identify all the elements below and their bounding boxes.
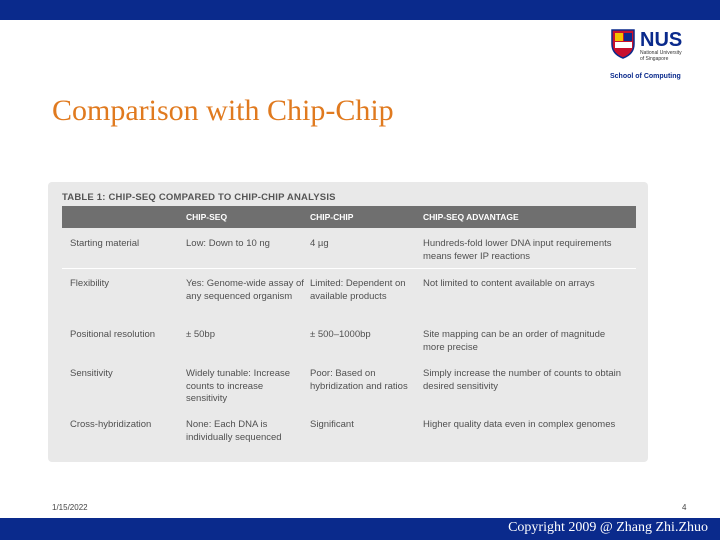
table-header-row xyxy=(62,206,636,228)
table-row-4-chip-chip: Significant xyxy=(310,419,354,430)
table-row-3-advantage: Simply increase the number of counts to obtain desired sensitivity xyxy=(423,368,622,392)
svg-text:National University: National University xyxy=(640,50,682,56)
header-advantage: CHIP-SEQ ADVANTAGE xyxy=(423,212,519,222)
copyright-text: Copyright 2009 @ Zhang Zhi.Zhuo xyxy=(508,520,708,535)
table-row-4-chip-seq: None: Each DNA is individually sequenced xyxy=(186,419,282,443)
svg-text:NUS: NUS xyxy=(640,29,683,51)
bottom-banner-bar xyxy=(0,518,720,540)
table-row-1-feature: Flexibility xyxy=(70,278,110,289)
header-chip-chip: CHIP-CHIP xyxy=(310,212,354,222)
table-row-2-advantage: Site mapping can be an order of magnitude more precise xyxy=(423,329,606,353)
table-caption: TABLE 1: CHIP-SEQ COMPARED TO CHIP-CHIP ANALYSIS xyxy=(62,192,336,203)
svg-text:School of Computing: School of Computing xyxy=(610,73,681,80)
table-row-1-chip-chip: Limited: Dependent on available products xyxy=(310,278,406,302)
table-row-0-feature: Starting material xyxy=(70,238,140,249)
slide-date: 1/15/2022 xyxy=(52,503,88,512)
header-chip-seq: CHIP-SEQ xyxy=(186,212,228,222)
row-divider xyxy=(62,268,636,269)
table-row-3-feature: Sensitivity xyxy=(70,368,113,379)
table-row-1-advantage: Not limited to content available on arrays xyxy=(423,278,595,289)
top-banner-bar xyxy=(0,0,720,20)
comparison-table xyxy=(48,182,648,462)
table-row-0-chip-seq: Low: Down to 10 ng xyxy=(186,238,270,249)
table-row-4-advantage: Higher quality data even in complex genomes xyxy=(423,419,616,430)
table-row-2-chip-chip: ± 500–1000bp xyxy=(310,329,371,340)
slide-title: Comparison with Chip-Chip xyxy=(52,94,394,127)
table-row-3-chip-seq: Widely tunable: Increase counts to increase sensitivity xyxy=(186,368,291,404)
table-row-0-chip-chip: 4 µg xyxy=(310,238,329,249)
table-row-4-feature: Cross-hybridization xyxy=(70,419,152,430)
page-number: 4 xyxy=(682,503,687,512)
table-row-0-advantage: Hundreds-fold lower DNA input requirements means fewer IP reactions xyxy=(423,238,612,262)
table-row-2-chip-seq: ± 50bp xyxy=(186,329,215,340)
nus-logo xyxy=(606,26,702,84)
svg-text:of Singapore: of Singapore xyxy=(640,56,669,62)
table-row-2-feature: Positional resolution xyxy=(70,329,156,340)
table-row-1-chip-seq: Yes: Genome-wide assay of any sequenced organism xyxy=(186,278,304,302)
table-row-3-chip-chip: Poor: Based on hybridization and ratios xyxy=(310,368,408,392)
